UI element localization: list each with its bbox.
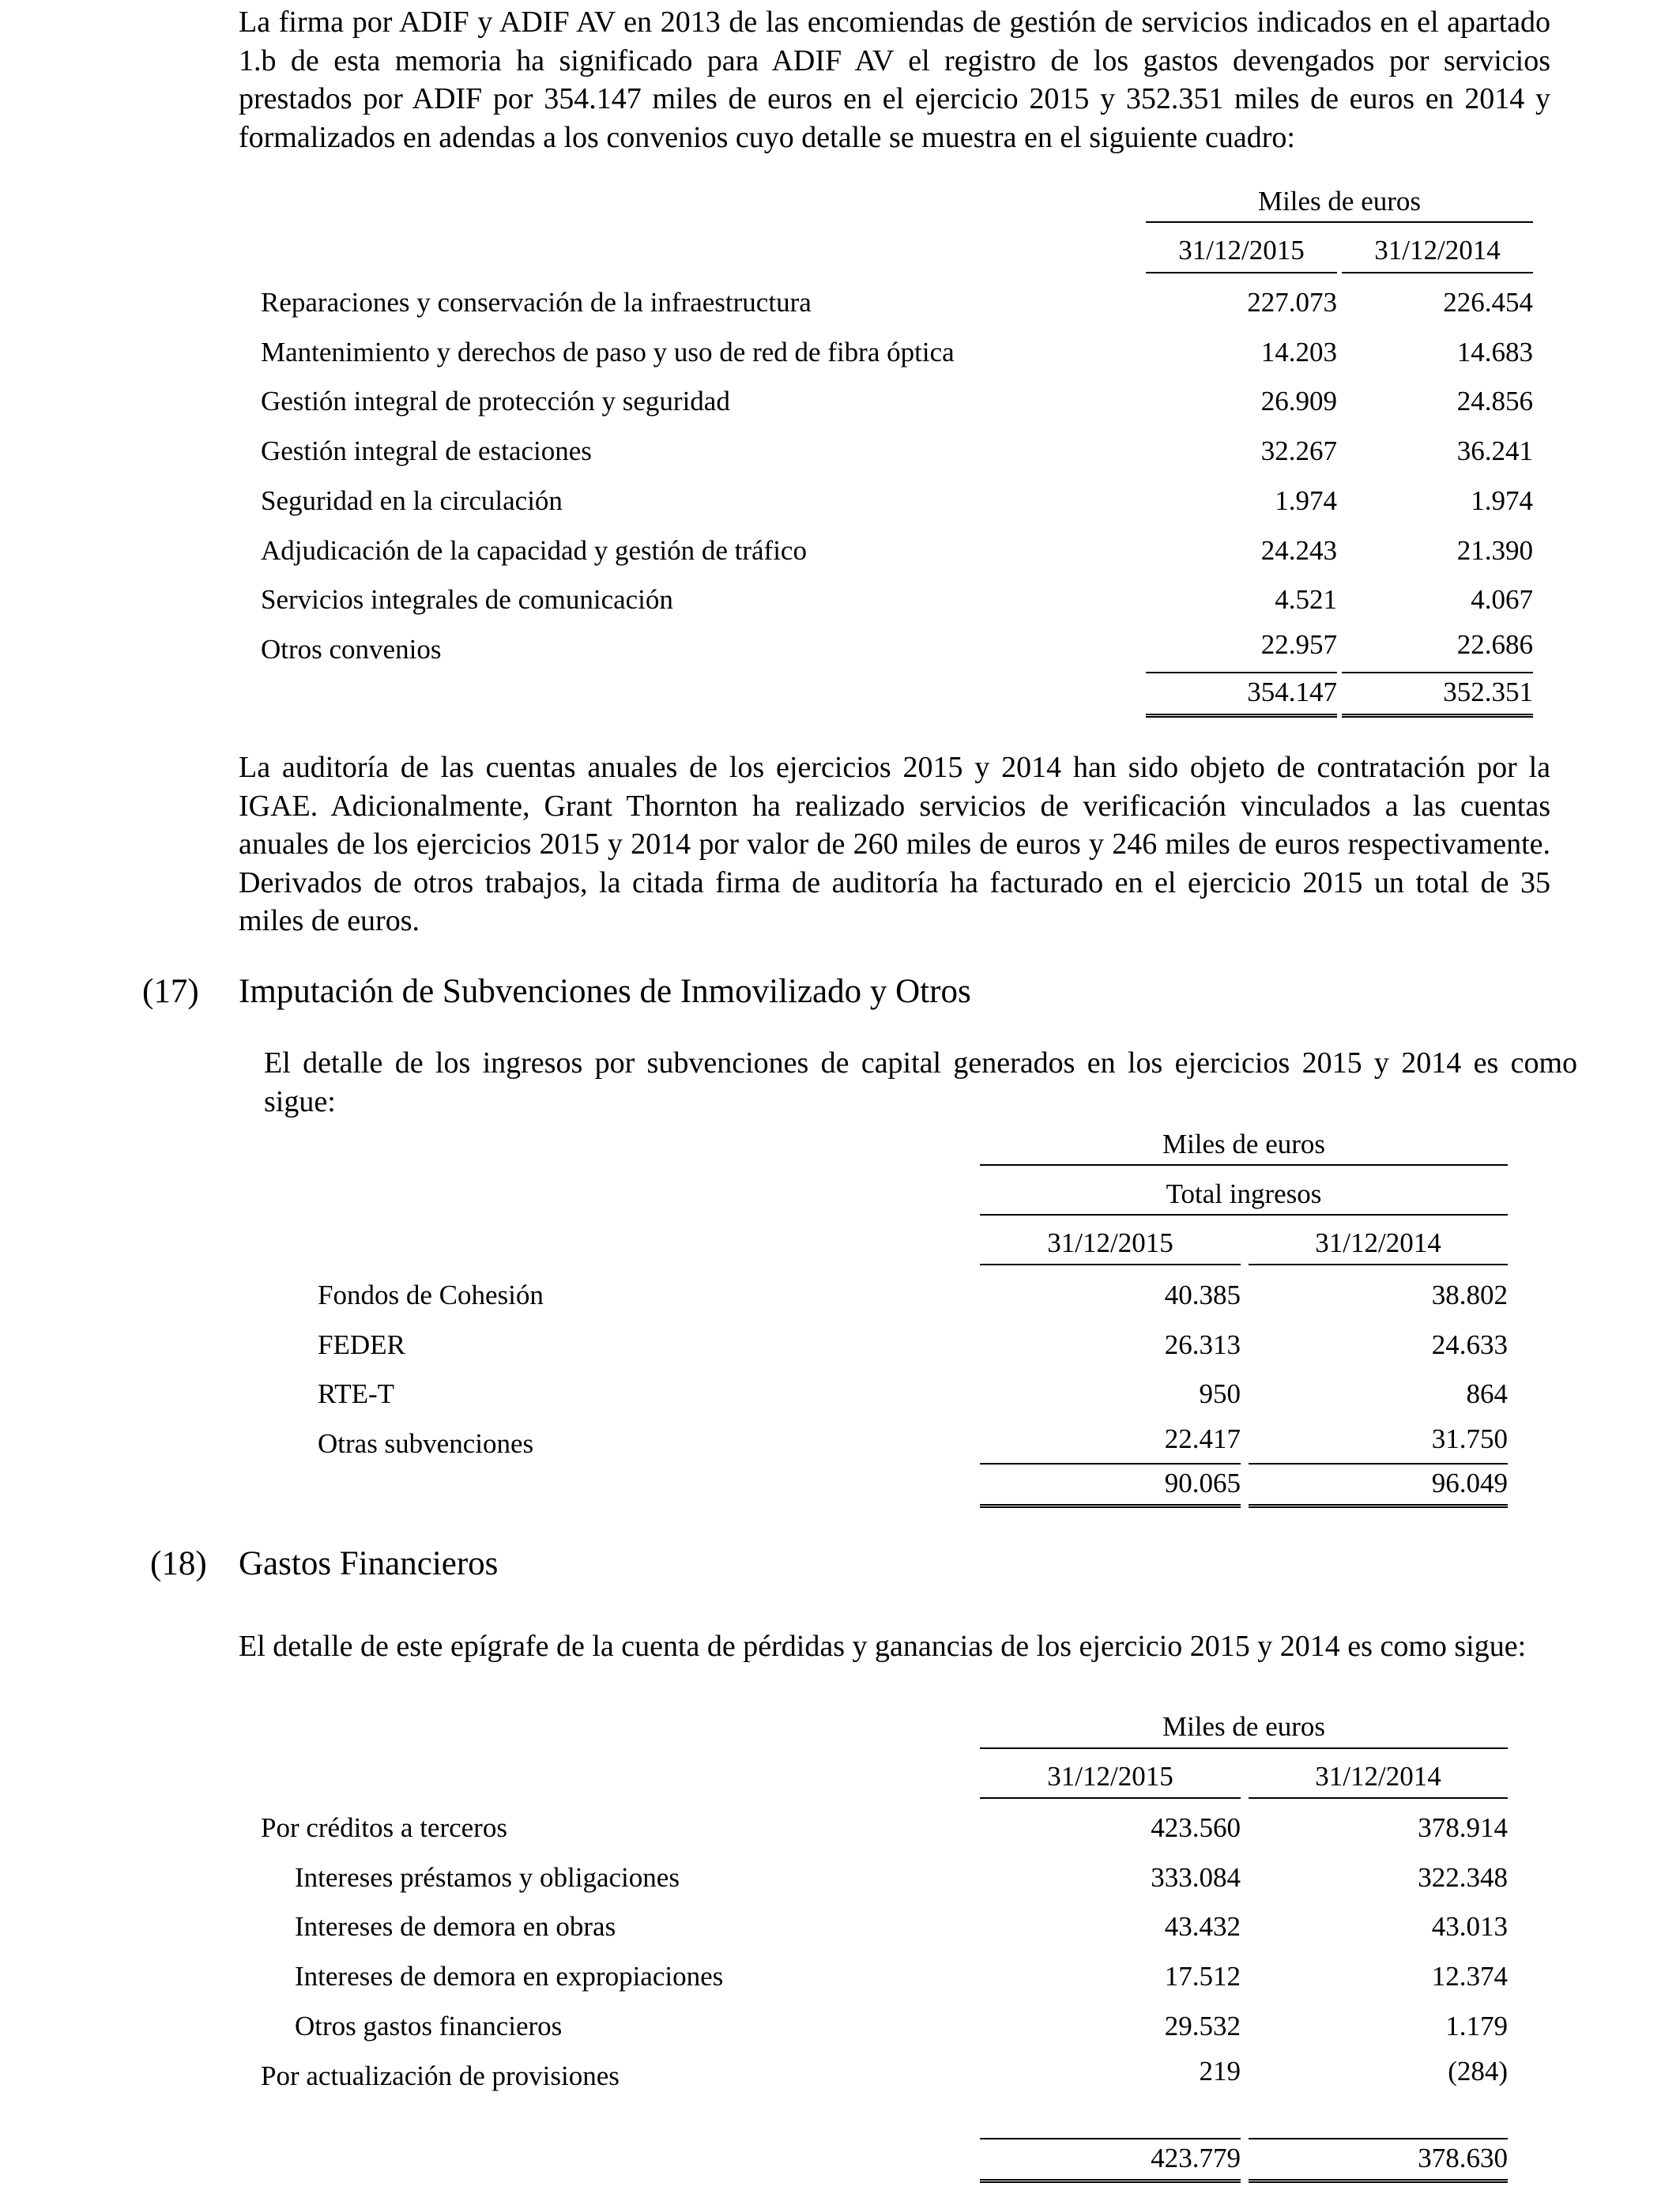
row-value-2014: 322.348 <box>1418 1861 1508 1893</box>
row-label: Por actualización de provisiones <box>261 2060 620 2091</box>
row-value-2015: 17.512 <box>1164 1961 1241 1992</box>
total-rule-2015 <box>980 2179 1241 2183</box>
row-value-2014: (284) <box>1448 2055 1508 2087</box>
row-value-2014: 1.179 <box>1445 2010 1508 2041</box>
row-value-2014: 12.374 <box>1431 1961 1508 1992</box>
row-value-2015: 40.385 <box>1164 1280 1241 1310</box>
row-value-2015: 26.909 <box>1260 386 1337 417</box>
section-17-paragraph: El detalle de los ingresos por subvenciones de capital generados en los ejercicios 2015 y 2014 es como sigue: <box>264 1046 1577 1118</box>
col-header-2014: 31/12/2014 <box>1315 1227 1441 1258</box>
total-rule-2014 <box>1249 1504 1508 1508</box>
row-label: Intereses de demora en expropiaciones <box>295 1961 724 1992</box>
row-label: Gestión integral de protección y seguridad <box>261 386 730 417</box>
row-value-2015: 29.532 <box>1164 2010 1241 2041</box>
row-value-2014: 1.974 <box>1471 484 1533 516</box>
row-value-2014: 4.067 <box>1471 584 1533 616</box>
intro-paragraph: La firma por ADIF y ADIF AV en 2013 de las encomiendas de gestión de servicios indicados en el apartado 1.b de esta memoria ha significado para ADIF AV el registro de los gastos devengados por servicios prestados por ADIF por 354.147 miles de euros en el ejercicio 2015 y 352.351 miles de euros en 2014 y formalizados en adendas a los convenios cuyo detalle se muestra en el siguiente cuadro: <box>239 6 1550 154</box>
row-label: Fondos de Cohesión <box>318 1280 544 1310</box>
row-value-2015: 26.313 <box>1164 1329 1241 1360</box>
sub-header: Total ingresos <box>1166 1178 1322 1209</box>
col-rule-2015 <box>980 1797 1241 1799</box>
row-label: Servicios integrales de comunicación <box>261 584 673 616</box>
section-title: Imputación de Subvenciones de Inmovilizado y Otros <box>239 973 971 1010</box>
row-label: Intereses préstamos y obligaciones <box>295 1861 680 1893</box>
row-value-2014: 14.683 <box>1456 336 1533 368</box>
total-2015: 423.779 <box>1151 2143 1241 2173</box>
section-number: (18) <box>150 1545 207 1582</box>
row-label: Otros gastos financieros <box>295 2010 563 2041</box>
row-value-2015: 219 <box>1199 2055 1241 2087</box>
subtotal-rule-2015 <box>1146 672 1337 673</box>
row-value-2015: 1.974 <box>1275 484 1337 516</box>
unit-header: Miles de euros <box>1162 1711 1326 1742</box>
row-value-2015: 43.432 <box>1164 1911 1241 1943</box>
row-value-2014: 24.633 <box>1431 1329 1508 1360</box>
header-rule <box>1146 221 1533 223</box>
row-label: FEDER <box>318 1329 405 1360</box>
row-value-2015: 24.243 <box>1260 534 1337 566</box>
total-2015: 90.065 <box>1164 1468 1241 1498</box>
total-rule-2014 <box>1342 714 1533 718</box>
row-value-2015: 4.521 <box>1275 584 1337 616</box>
row-label: Otros convenios <box>261 633 442 665</box>
header-rule <box>980 1164 1508 1166</box>
row-value-2015: 423.560 <box>1151 1812 1241 1843</box>
row-label: Adjudicación de la capacidad y gestión de tráfico <box>261 534 807 566</box>
row-value-2014: 38.802 <box>1431 1280 1508 1310</box>
col-rule-2014 <box>1249 1264 1508 1265</box>
row-value-2015: 14.203 <box>1260 336 1337 368</box>
total-2014: 96.049 <box>1431 1468 1508 1498</box>
row-value-2014: 24.856 <box>1456 386 1533 417</box>
subtotal-rule-2014 <box>1342 672 1533 673</box>
col-header-2014: 31/12/2014 <box>1374 235 1501 266</box>
row-value-2014: 22.686 <box>1456 628 1533 660</box>
row-label: Otras subvenciones <box>318 1428 534 1460</box>
col-rule-2014 <box>1342 272 1533 273</box>
row-label: Intereses de demora en obras <box>295 1911 616 1943</box>
col-header-2015: 31/12/2015 <box>1047 1227 1173 1258</box>
header-rule <box>980 1747 1508 1749</box>
col-header-2015: 31/12/2015 <box>1178 235 1305 266</box>
section-title: Gastos Financieros <box>239 1545 499 1582</box>
row-label: RTE-T <box>318 1378 395 1410</box>
total-rule-2014 <box>1249 2179 1508 2183</box>
section-number: (17) <box>142 973 199 1010</box>
total-2014: 352.351 <box>1443 677 1533 707</box>
row-label: Gestión integral de estaciones <box>261 435 592 467</box>
row-value-2014: 21.390 <box>1456 534 1533 566</box>
col-header-2015: 31/12/2015 <box>1047 1761 1173 1792</box>
unit-header: Miles de euros <box>1257 186 1422 217</box>
row-label: Reparaciones y conservación de la infraestructura <box>261 287 812 318</box>
total-rule-2015 <box>1146 714 1337 718</box>
subtotal-rule-2014 <box>1249 1463 1508 1465</box>
row-value-2015: 950 <box>1199 1378 1241 1410</box>
col-rule-2015 <box>1146 272 1337 273</box>
row-value-2015: 333.084 <box>1151 1861 1241 1893</box>
row-value-2015: 22.417 <box>1164 1423 1241 1455</box>
row-label: Mantenimiento y derechos de paso y uso de red de fibra óptica <box>261 336 955 368</box>
subtotal-rule-2014 <box>1249 2138 1508 2139</box>
row-label: Por créditos a terceros <box>261 1812 507 1843</box>
row-value-2014: 378.914 <box>1418 1812 1508 1843</box>
unit-header: Miles de euros <box>1162 1129 1326 1159</box>
row-value-2014: 36.241 <box>1456 435 1533 467</box>
row-value-2015: 22.957 <box>1260 628 1337 660</box>
col-header-2014: 31/12/2014 <box>1315 1761 1441 1792</box>
row-label: Seguridad en la circulación <box>261 484 563 516</box>
row-value-2014: 226.454 <box>1443 287 1533 318</box>
col-rule-2015 <box>980 1264 1241 1265</box>
col-rule-2014 <box>1249 1797 1508 1799</box>
row-value-2015: 227.073 <box>1247 287 1337 318</box>
row-value-2014: 31.750 <box>1431 1423 1508 1455</box>
subtotal-rule-2015 <box>980 2138 1241 2139</box>
total-rule-2015 <box>980 1504 1241 1508</box>
row-value-2015: 32.267 <box>1260 435 1337 467</box>
total-2015: 354.147 <box>1247 677 1337 707</box>
total-2014: 378.630 <box>1418 2143 1508 2173</box>
subtotal-rule-2015 <box>980 1463 1241 1465</box>
section-18-paragraph: El detalle de este epígrafe de la cuenta de pérdidas y ganancias de los ejercicio 2015 y 2014 es como sigue: <box>239 1630 1527 1663</box>
row-value-2014: 43.013 <box>1431 1911 1508 1943</box>
row-value-2014: 864 <box>1466 1378 1508 1410</box>
audit-paragraph: La auditoría de las cuentas anuales de los ejercicios 2015 y 2014 han sido objeto de contratación por la IGAE. Adicionalmente, Grant Thornton ha realizado servicios de verificación vinculados a las cuentas anuales de los ejercicios 2015 y 2014 por valor de 260 miles de euros y 246 miles de euros respectivamente. Derivados de otros trabajos, la citada firma de auditoría ha facturado en el ejercicio 2015 un total de 35 miles de euros. <box>239 751 1550 937</box>
sub-header-rule <box>980 1214 1508 1216</box>
